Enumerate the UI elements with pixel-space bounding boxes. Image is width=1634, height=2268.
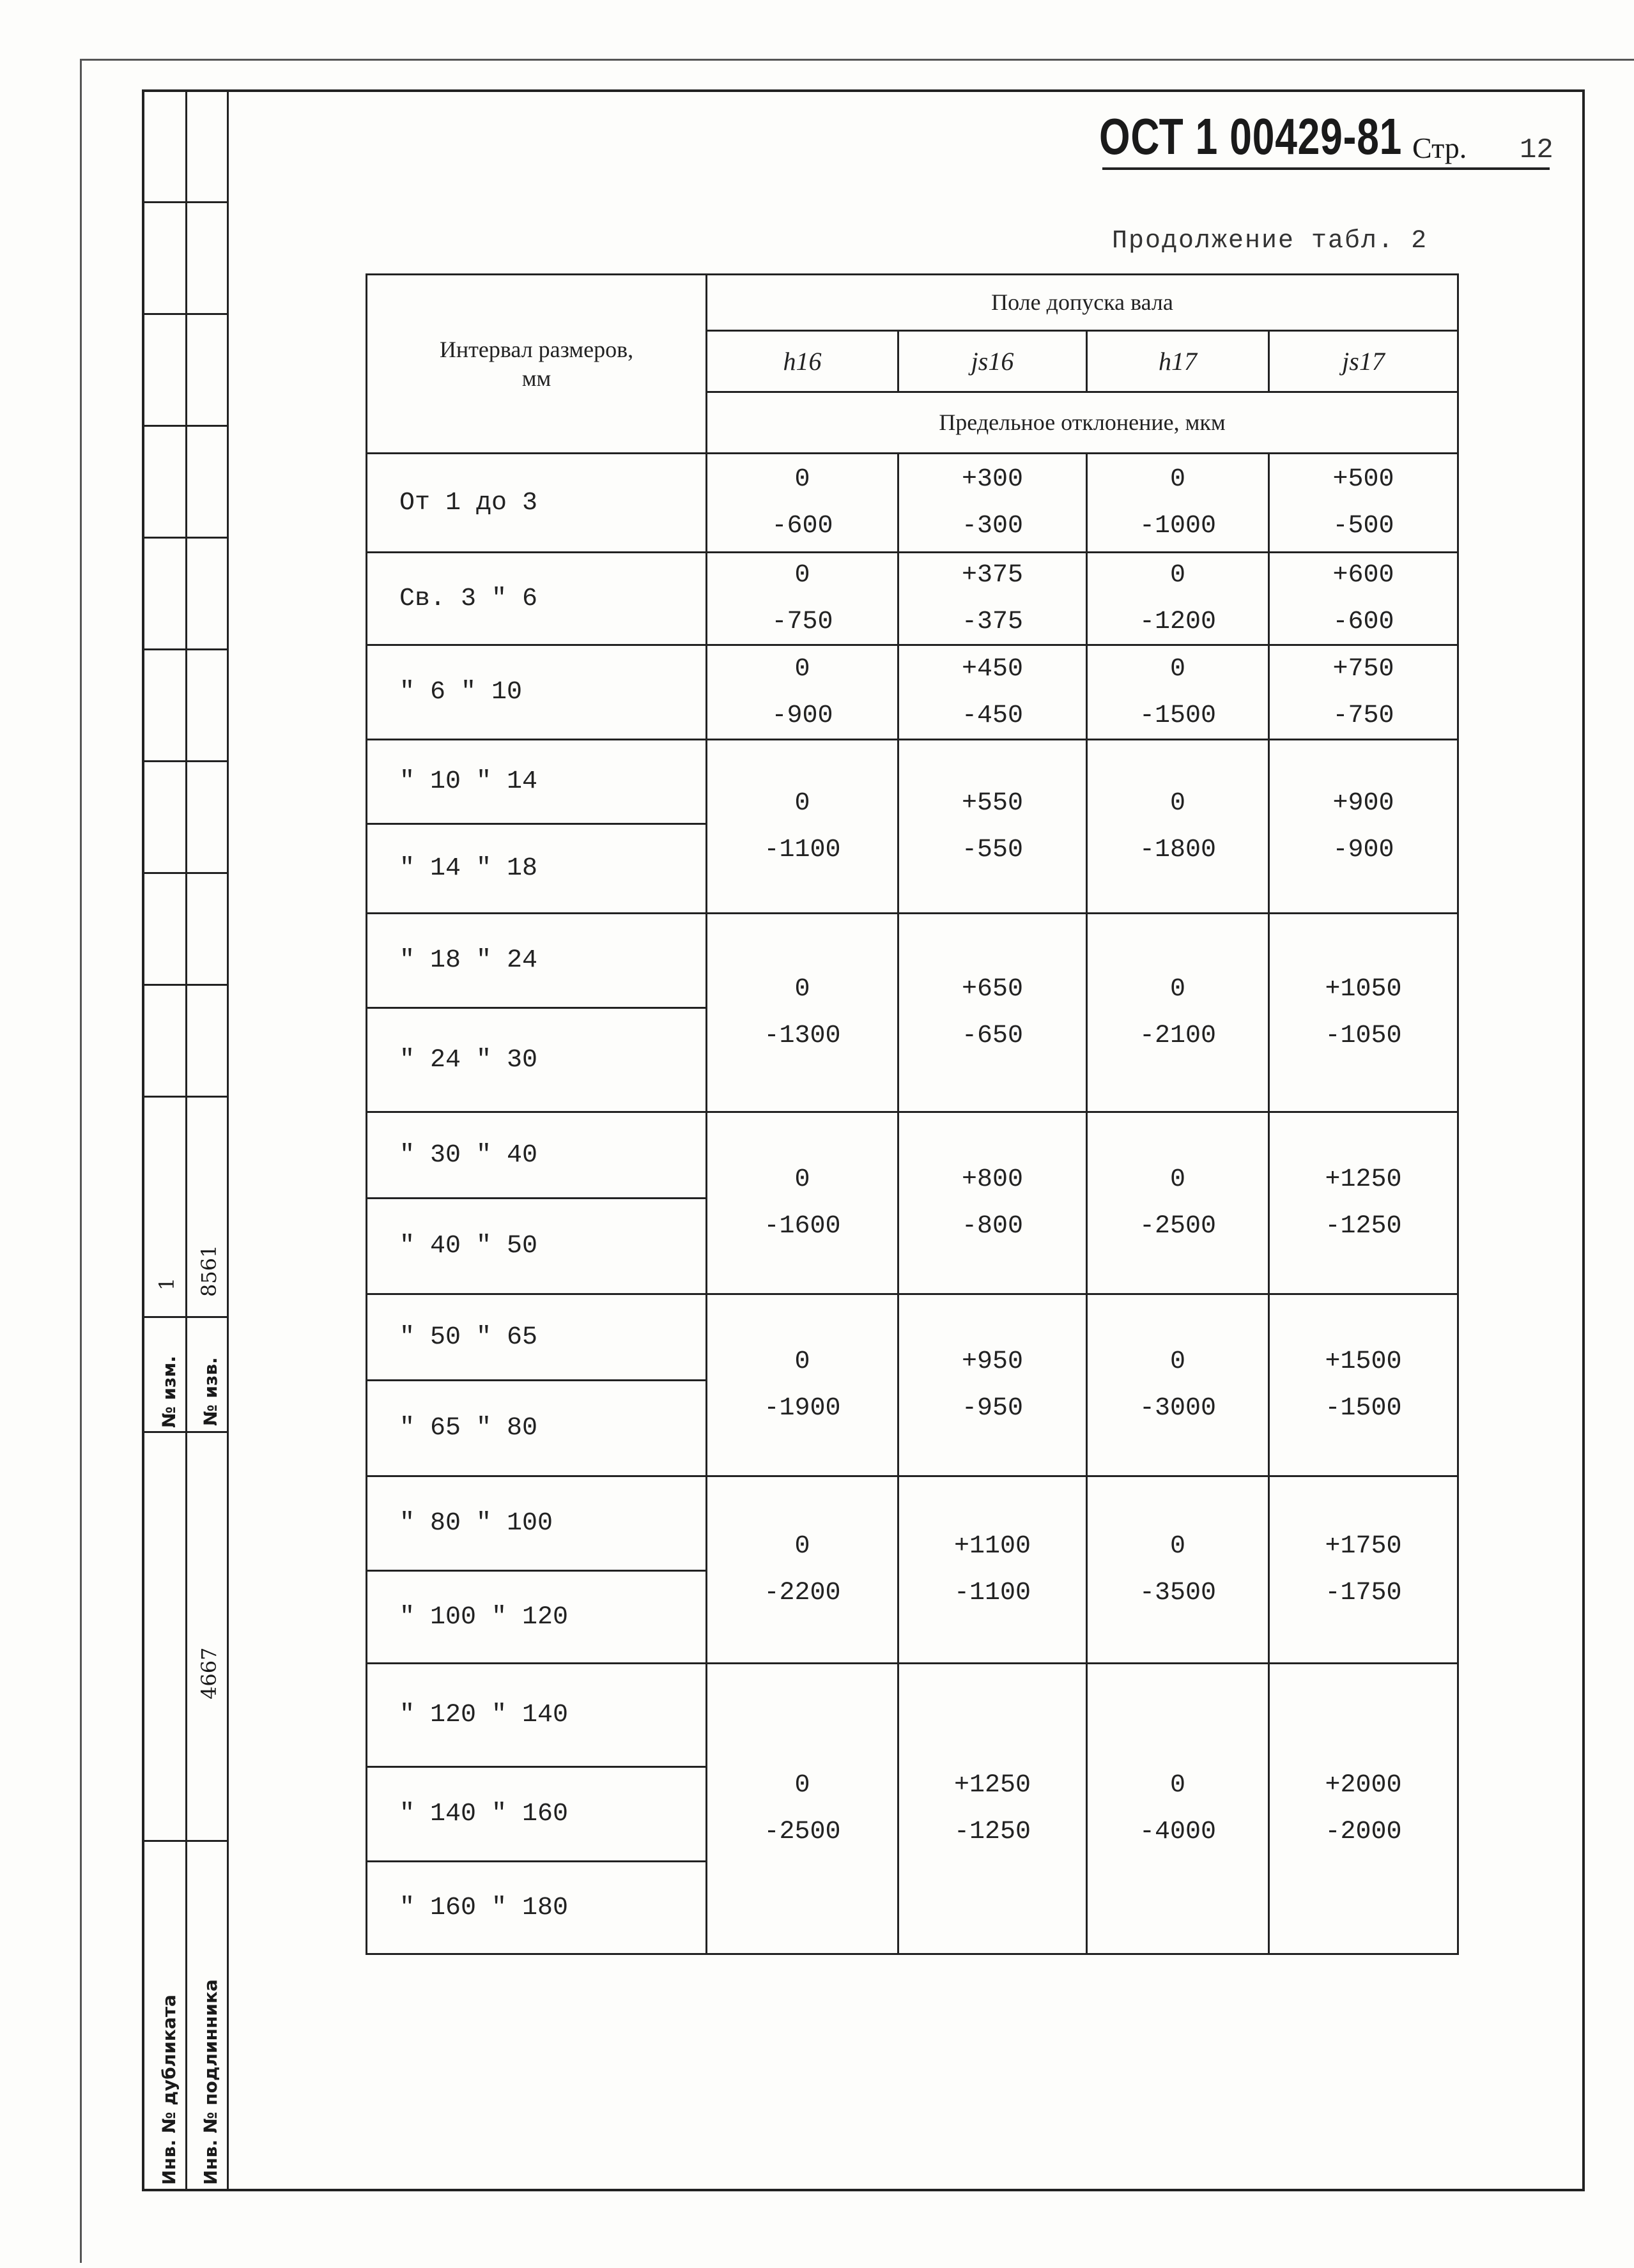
upper-value: 0 [794, 1165, 810, 1194]
field-h17: h17 [1087, 331, 1269, 392]
lower-value: -375 [961, 608, 1023, 636]
lower-value: -650 [961, 1022, 1023, 1050]
field-js17: js17 [1269, 331, 1458, 392]
lower-value: -2000 [1325, 1818, 1402, 1846]
upper-value: 0 [794, 465, 810, 494]
upper-value: +300 [961, 465, 1023, 494]
table-row [367, 645, 1458, 740]
upper-value: 0 [1169, 1347, 1185, 1376]
interval-label: ″ 120 ″ 140 [367, 1664, 707, 1767]
lower-value: -2100 [1139, 1022, 1217, 1050]
lower-value: -1250 [1325, 1212, 1402, 1241]
upper-value: 0 [1169, 788, 1185, 818]
table-row [367, 914, 1458, 1008]
lower-value: -1600 [764, 1212, 841, 1241]
strip-divider [142, 537, 227, 539]
outer-frame-left [80, 59, 82, 2263]
upper-value: 0 [794, 1532, 810, 1561]
lower-value: -3000 [1139, 1394, 1217, 1423]
upper-value: 0 [1169, 654, 1185, 684]
upper-value: +550 [961, 788, 1023, 818]
lower-value: -450 [961, 701, 1023, 730]
upper-value: 0 [1169, 561, 1185, 590]
strip-divider [142, 201, 227, 203]
table-row [367, 454, 1458, 553]
interval-label: ″ 65 ″ 80 [367, 1381, 707, 1476]
document-code: ОСТ 1 00429-81 [1099, 108, 1403, 165]
strip-divider [142, 648, 227, 650]
upper-value: +1050 [1325, 975, 1402, 1004]
strip-divider [142, 872, 227, 874]
lower-value: -900 [1332, 835, 1394, 864]
strip-divider [142, 1096, 227, 1098]
strip-divider [142, 984, 227, 986]
lower-value: -2200 [764, 1579, 841, 1607]
lower-value: -4000 [1139, 1818, 1217, 1846]
upper-value: +800 [961, 1165, 1023, 1194]
interval-label: ″ 40 ″ 50 [367, 1199, 707, 1294]
izv-label: № изв. [200, 1357, 221, 1426]
upper-value: 0 [794, 561, 810, 590]
table-row [367, 1476, 1458, 1571]
interval-label: ″ 24 ″ 30 [367, 1008, 707, 1112]
upper-value: 0 [794, 654, 810, 684]
izv-value: 8561 [197, 1245, 221, 1297]
interval-label: От 1 до 3 [367, 454, 707, 553]
lower-value: -1000 [1139, 512, 1217, 540]
lower-value: -1250 [953, 1818, 1031, 1846]
upper-value: 0 [794, 975, 810, 1004]
dubl-label: Инв. № дубликата [158, 1995, 180, 2185]
lower-value: -950 [961, 1394, 1023, 1423]
strip-divider [142, 1316, 227, 1318]
upper-value: +950 [961, 1347, 1023, 1376]
izm-label: № изм. [158, 1356, 180, 1428]
upper-value: 0 [794, 1771, 810, 1800]
upper-value: +1750 [1325, 1532, 1402, 1561]
table-row [367, 740, 1458, 824]
upper-value: +1500 [1325, 1347, 1402, 1376]
interval-label: ″ 30 ″ 40 [367, 1112, 707, 1199]
upper-value: +450 [961, 654, 1023, 684]
group-header: Поле допуска вала [707, 275, 1458, 331]
lower-value: -1100 [764, 835, 841, 864]
lower-value: -1800 [1139, 835, 1217, 864]
podl-value: 4667 [197, 1647, 221, 1699]
margin-strip-line [185, 89, 187, 2191]
page-label: Стр. [1412, 132, 1467, 164]
upper-value: +600 [1332, 561, 1394, 590]
upper-value: 0 [794, 788, 810, 818]
lower-value: -1050 [1325, 1022, 1402, 1050]
margin-strip-line [227, 89, 229, 2191]
interval-label: ″ 100 ″ 120 [367, 1571, 707, 1664]
upper-value: +750 [1332, 654, 1394, 684]
lower-value: -1200 [1139, 608, 1217, 636]
interval-header: Интервал размеров, мм [367, 275, 707, 454]
outer-frame-top [80, 59, 1634, 61]
lower-value: -600 [1332, 608, 1394, 636]
upper-value: 0 [1169, 465, 1185, 494]
interval-label: ″ 160 ″ 180 [367, 1862, 707, 1954]
strip-divider [142, 1840, 227, 1842]
interval-label: ″ 140 ″ 160 [367, 1767, 707, 1862]
upper-value: 0 [1169, 975, 1185, 1004]
tolerance-table [366, 273, 1459, 1955]
strip-divider [142, 1431, 227, 1433]
lower-value: -1300 [764, 1022, 841, 1050]
lower-value: -800 [961, 1212, 1023, 1241]
upper-value: +375 [961, 561, 1023, 590]
header-underline [1102, 167, 1550, 170]
lower-value: -900 [771, 701, 833, 730]
upper-value: 0 [1169, 1532, 1185, 1561]
field-js16: js16 [898, 331, 1087, 392]
field-h16: h16 [707, 331, 898, 392]
unit-row: Предельное отклонение, мкм [707, 392, 1458, 454]
upper-value: +1250 [953, 1771, 1031, 1800]
interval-label: ″ 80 ″ 100 [367, 1476, 707, 1571]
interval-label: ″ 10 ″ 14 [367, 740, 707, 824]
lower-value: -600 [771, 512, 833, 540]
lower-value: -1500 [1139, 701, 1217, 730]
upper-value: 0 [1169, 1165, 1185, 1194]
upper-value: +2000 [1325, 1771, 1402, 1800]
lower-value: -2500 [1139, 1212, 1217, 1241]
table-row [367, 553, 1458, 645]
upper-value: 0 [794, 1347, 810, 1376]
interval-label: Св. 3 ″ 6 [367, 553, 707, 645]
lower-value: -750 [771, 608, 833, 636]
upper-value: +500 [1332, 465, 1394, 494]
upper-value: 0 [1169, 1771, 1185, 1800]
lower-value: -1500 [1325, 1394, 1402, 1423]
interval-label: ″ 18 ″ 24 [367, 914, 707, 1008]
interval-label: ″ 6 ″ 10 [367, 645, 707, 740]
interval-label: ″ 50 ″ 65 [367, 1294, 707, 1381]
lower-value: -1900 [764, 1394, 841, 1423]
upper-value: +1250 [1325, 1165, 1402, 1194]
table-row [367, 1112, 1458, 1199]
lower-value: -500 [1332, 512, 1394, 540]
upper-value: +900 [1332, 788, 1394, 818]
lower-value: -550 [961, 835, 1023, 864]
lower-value: -3500 [1139, 1579, 1217, 1607]
table-row [367, 1664, 1458, 1767]
interval-label: ″ 14 ″ 18 [367, 824, 707, 914]
lower-value: -1750 [1325, 1579, 1402, 1607]
lower-value: -750 [1332, 701, 1394, 730]
upper-value: +650 [961, 975, 1023, 1004]
izm-value: 1 [155, 1277, 179, 1291]
table-caption: Продолжение табл. 2 [1112, 227, 1428, 256]
page-number: 12 [1520, 134, 1553, 166]
strip-divider [142, 313, 227, 315]
lower-value: -300 [961, 512, 1023, 540]
strip-divider [142, 760, 227, 762]
upper-value: +1100 [953, 1532, 1031, 1561]
table-row [367, 1294, 1458, 1381]
lower-value: -1100 [953, 1579, 1031, 1607]
strip-divider [142, 425, 227, 427]
podl-label: Инв. № подлинника [200, 1979, 221, 2185]
lower-value: -2500 [764, 1818, 841, 1846]
